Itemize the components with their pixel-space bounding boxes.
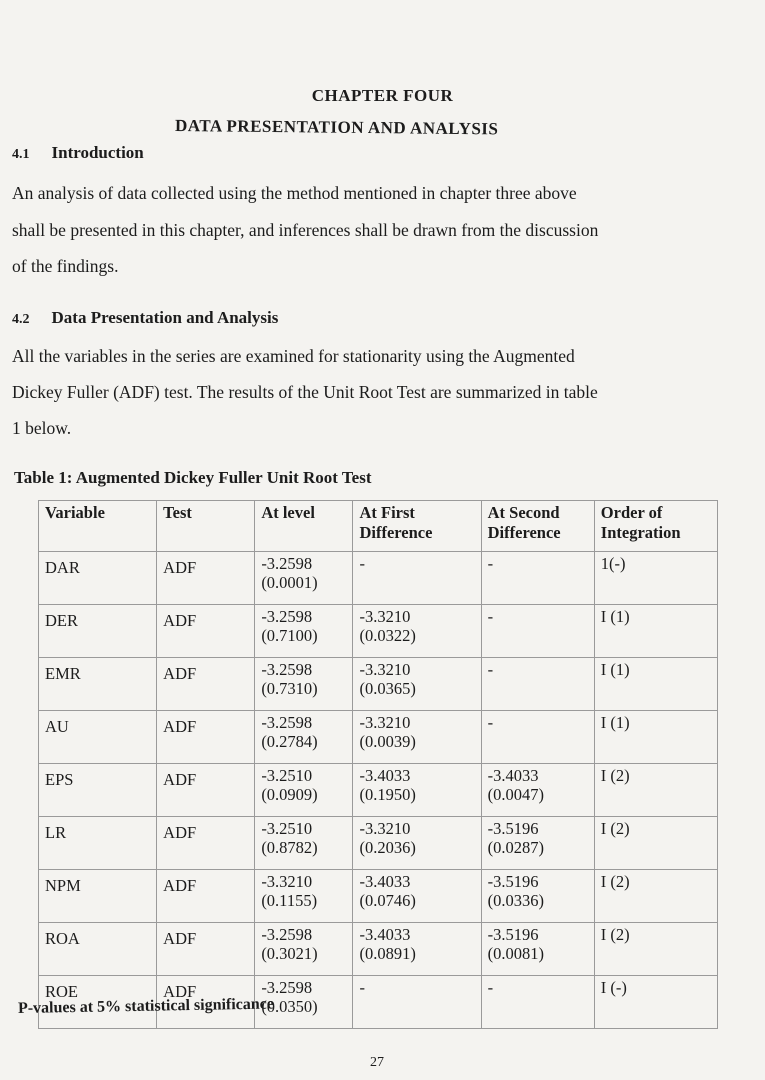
cell-at-first-difference-value: (0.0746) [359, 891, 416, 910]
cell-at-first-difference-value: (0.0039) [359, 732, 416, 751]
chapter-title: CHAPTER FOUR [311, 86, 454, 105]
intro-line-2: shall be presented in this chapter, and inferences shall be drawn from the discussion [12, 220, 599, 240]
cell-at-second-difference [481, 764, 594, 817]
cell-at-first-difference-value: -3.3210 [359, 713, 411, 732]
cell-at-level-value: (0.1155) [261, 891, 318, 910]
cell-at-first-difference [353, 923, 481, 976]
cell-at-first-difference-value: (0.2036) [359, 838, 416, 857]
cell-at-level-value: -3.2510 [261, 766, 313, 785]
cell-variable [39, 658, 157, 711]
cell-at-first-difference-value: (0.0322) [359, 626, 416, 645]
cell-at-second-difference [481, 817, 594, 870]
cell-order-of-integration-value: I (1) [600, 713, 630, 732]
cell-variable-value: ROE [45, 982, 78, 1001]
cell-at-level-value: -3.2598 [261, 660, 313, 679]
cell-at-level [255, 764, 353, 817]
header-variable: Variable [39, 501, 157, 552]
cell-at-second-difference [481, 658, 594, 711]
cell-at-first-difference-value: (0.0365) [359, 679, 416, 698]
cell-at-first-difference-value: - [359, 554, 365, 573]
cell-variable [39, 870, 157, 923]
cell-at-second-difference-value: - [487, 554, 494, 573]
cell-at-level [255, 711, 353, 764]
cell-variable-value: DER [45, 611, 78, 630]
cell-at-level-value: (0.7310) [261, 679, 318, 698]
table-row [39, 817, 718, 870]
cell-order-of-integration [594, 976, 717, 1029]
cell-test-value: ADF [163, 929, 197, 948]
cell-at-second-difference [481, 870, 594, 923]
cell-at-level-value: (0.3021) [261, 944, 318, 963]
cell-at-level [255, 552, 353, 605]
cell-at-first-difference-value: -3.3210 [359, 819, 411, 838]
cell-variable [39, 764, 157, 817]
cell-test-value: ADF [163, 611, 197, 630]
cell-at-level-value: -3.2510 [261, 819, 313, 838]
cell-at-second-difference-value: -3.5196 [487, 872, 539, 891]
cell-at-level-value: -3.2598 [261, 554, 313, 573]
cell-test [157, 552, 255, 605]
cell-variable [39, 552, 157, 605]
cell-at-second-difference-value: - [487, 713, 494, 732]
cell-at-first-difference-value: (0.1950) [359, 785, 416, 804]
cell-order-of-integration [594, 605, 717, 658]
cell-variable-value: DAR [45, 558, 80, 577]
cell-at-first-difference-value: -3.4033 [359, 766, 411, 785]
section-heading-data-presentation [12, 308, 278, 328]
cell-test-value: ADF [163, 717, 197, 736]
cell-test [157, 923, 255, 976]
cell-test-value: ADF [163, 558, 197, 577]
cell-test-value: ADF [163, 664, 197, 683]
cell-at-level-value: -3.2598 [261, 713, 313, 732]
cell-order-of-integration-value: I (2) [600, 766, 630, 785]
cell-at-first-difference-value: - [359, 978, 365, 997]
chapter-subtitle: DATA PRESENTATION AND ANALYSIS [174, 116, 499, 139]
cell-variable [39, 711, 157, 764]
analysis-line-1: All the variables in the series are examined for stationarity using the Augmented [12, 346, 575, 366]
header-at-level: At level [255, 501, 353, 552]
cell-at-level-value: (0.2784) [261, 732, 318, 751]
cell-order-of-integration [594, 658, 717, 711]
cell-at-second-difference [481, 923, 594, 976]
header-at-second-difference [481, 501, 594, 552]
analysis-line-2: Dickey Fuller (ADF) test. The results of the Unit Root Test are summarized in table [12, 382, 598, 402]
cell-at-second-difference-value: -3.4033 [487, 766, 539, 785]
cell-order-of-integration-value: I (1) [600, 660, 630, 679]
cell-at-second-difference [481, 976, 594, 1029]
analysis-line-3: 1 below. [12, 418, 72, 438]
cell-order-of-integration [594, 923, 717, 976]
cell-at-level [255, 870, 353, 923]
cell-at-second-difference-value: - [487, 607, 494, 626]
section-title: Data Presentation and Analysis [51, 308, 279, 327]
header-text: Integration [600, 523, 681, 542]
cell-at-second-difference-value: - [487, 978, 494, 997]
table-row [39, 923, 718, 976]
cell-at-level [255, 817, 353, 870]
cell-test [157, 711, 255, 764]
cell-at-level [255, 658, 353, 711]
cell-order-of-integration [594, 817, 717, 870]
header-at-first-difference [353, 501, 481, 552]
cell-at-first-difference [353, 870, 481, 923]
cell-at-level-value: -3.2598 [261, 978, 313, 997]
cell-at-level-value: (0.8782) [261, 838, 318, 857]
cell-at-first-difference [353, 552, 481, 605]
cell-test [157, 605, 255, 658]
cell-order-of-integration-value: I (-) [600, 978, 627, 997]
cell-test-value: ADF [163, 982, 197, 1001]
cell-order-of-integration-value: I (2) [600, 819, 630, 838]
cell-test [157, 817, 255, 870]
table-row [39, 870, 718, 923]
cell-at-first-difference-value: -3.3210 [359, 607, 411, 626]
table-row [39, 605, 718, 658]
cell-at-level [255, 605, 353, 658]
cell-at-first-difference [353, 764, 481, 817]
section-title: Introduction [51, 143, 144, 162]
cell-at-second-difference [481, 605, 594, 658]
cell-at-level [255, 923, 353, 976]
cell-test-value: ADF [163, 823, 197, 842]
cell-test [157, 658, 255, 711]
cell-at-second-difference-value: (0.0081) [487, 944, 545, 963]
section-number: 4.1 [12, 147, 30, 162]
cell-variable-value: ROA [45, 929, 80, 948]
cell-at-level-value: (0.7100) [261, 626, 318, 645]
cell-order-of-integration-value: I (2) [600, 872, 630, 891]
cell-at-first-difference [353, 817, 481, 870]
cell-at-second-difference-value: - [487, 660, 494, 679]
cell-at-first-difference-value: (0.0891) [359, 944, 416, 963]
cell-order-of-integration [594, 552, 717, 605]
table-row [39, 764, 718, 817]
cell-order-of-integration [594, 711, 717, 764]
cell-variable-value: NPM [45, 876, 81, 895]
cell-order-of-integration-value: 1(-) [600, 554, 626, 573]
cell-order-of-integration-value: I (1) [600, 607, 630, 626]
cell-at-level-value: (0.0350) [261, 997, 318, 1016]
table-row [39, 658, 718, 711]
cell-at-level-value: (0.0909) [261, 785, 318, 804]
cell-order-of-integration-value: I (2) [600, 925, 630, 944]
header-test: Test [157, 501, 255, 552]
cell-variable [39, 923, 157, 976]
cell-order-of-integration [594, 870, 717, 923]
cell-at-second-difference-value: (0.0336) [487, 891, 545, 910]
cell-at-first-difference [353, 976, 481, 1029]
header-text: Difference [487, 523, 561, 542]
section-number: 4.2 [12, 312, 30, 327]
table-header-row [39, 501, 718, 552]
page-number: 27 [370, 1055, 384, 1070]
header-text: At First [359, 503, 415, 522]
cell-test-value: ADF [163, 876, 197, 895]
intro-line-3: of the findings. [12, 256, 119, 276]
cell-variable-value: EMR [45, 664, 81, 683]
cell-at-level-value: -3.3210 [261, 872, 313, 891]
cell-variable [39, 605, 157, 658]
cell-at-level-value: (0.0001) [261, 573, 318, 592]
cell-test [157, 870, 255, 923]
cell-test [157, 764, 255, 817]
cell-at-second-difference [481, 711, 594, 764]
cell-at-first-difference-value: -3.3210 [359, 660, 411, 679]
cell-test-value: ADF [163, 770, 197, 789]
cell-at-first-difference [353, 658, 481, 711]
cell-at-first-difference [353, 711, 481, 764]
cell-at-first-difference-value: -3.4033 [359, 872, 411, 891]
cell-order-of-integration [594, 764, 717, 817]
cell-at-first-difference-value: -3.4033 [359, 925, 411, 944]
cell-at-second-difference [481, 552, 594, 605]
cell-variable [39, 817, 157, 870]
cell-variable-value: EPS [45, 770, 74, 789]
adf-results-table [38, 500, 718, 1029]
cell-at-second-difference-value: -3.5196 [487, 819, 539, 838]
table-note: P-values at 5% statistical significance [17, 995, 275, 1017]
header-text: At Second [487, 503, 560, 522]
cell-at-first-difference [353, 605, 481, 658]
cell-at-second-difference-value: (0.0047) [487, 785, 545, 804]
header-text: Order of [600, 503, 663, 522]
cell-at-level-value: -3.2598 [261, 607, 313, 626]
table-title: Table 1: Augmented Dickey Fuller Unit Root Test [14, 468, 372, 487]
table-row [39, 552, 718, 605]
header-order-of-integration [594, 501, 717, 552]
cell-variable-value: LR [45, 823, 67, 842]
cell-at-level-value: -3.2598 [261, 925, 313, 944]
header-text: Difference [359, 523, 433, 542]
table-row [39, 711, 718, 764]
cell-variable-value: AU [45, 717, 69, 736]
intro-line-1: An analysis of data collected using the method mentioned in chapter three above [12, 183, 577, 203]
cell-at-second-difference-value: -3.5196 [487, 925, 539, 944]
section-heading-introduction [12, 143, 144, 163]
cell-at-second-difference-value: (0.0287) [487, 838, 545, 857]
